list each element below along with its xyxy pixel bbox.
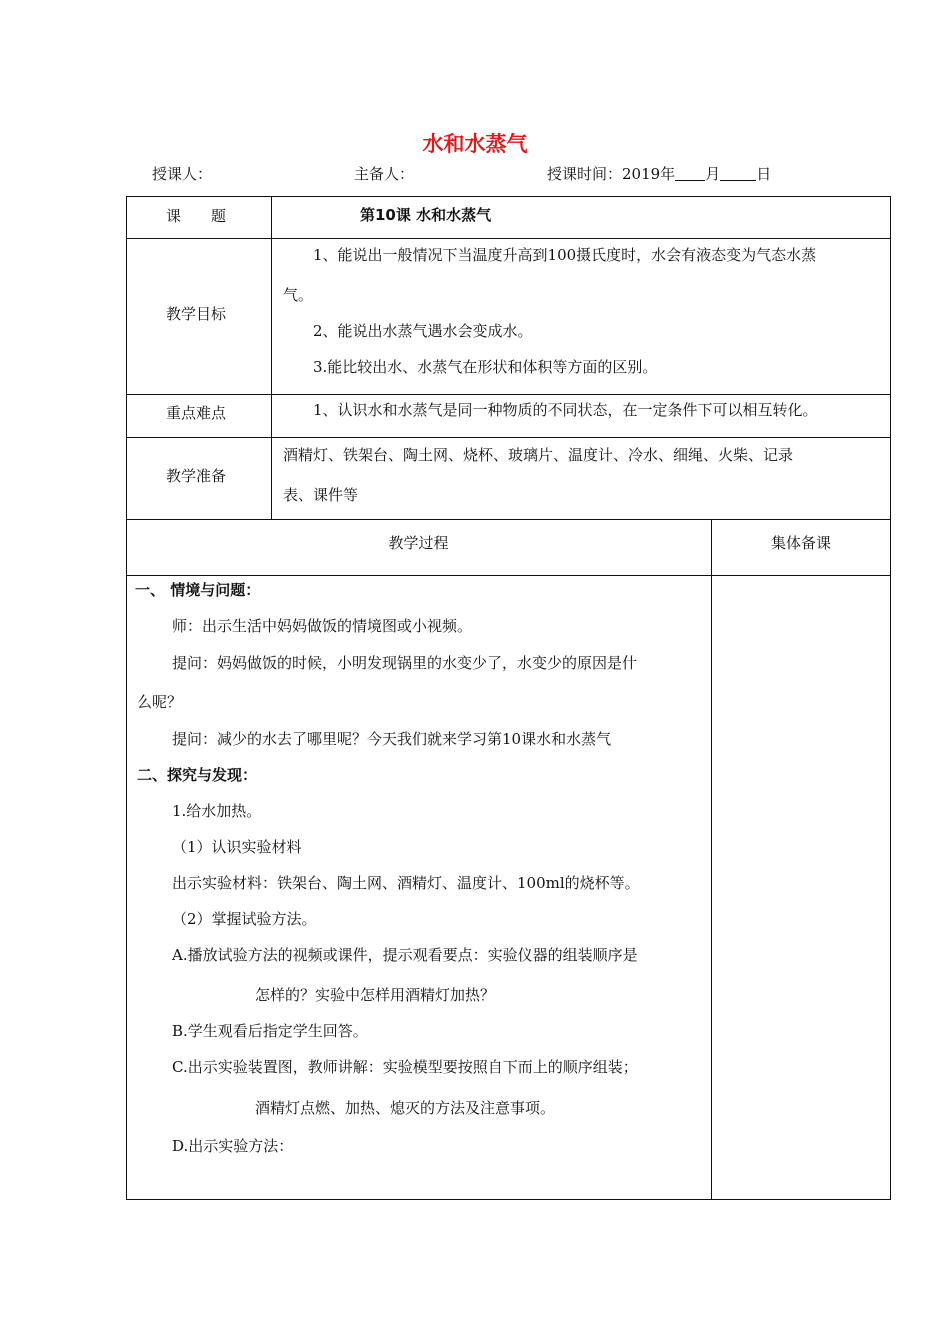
goal-line-2: 气。 — [283, 286, 314, 304]
process-header-divider — [126, 575, 891, 576]
process-line: C.出示实验装置图，教师讲解：实验模型要按照自下而上的顺序组装； — [172, 1058, 638, 1076]
goal-line-4: 3.能比较出水、水蒸气在形状和体积等方面的区别。 — [313, 358, 658, 376]
row-divider-3 — [126, 437, 891, 438]
preparation-label: 教学准备 — [166, 467, 227, 485]
goals-label: 教学目标 — [166, 305, 227, 323]
process-line: 怎样的？实验中怎样用酒精灯加热？ — [255, 986, 496, 1004]
topic-value: 第10课 水和水蒸气 — [360, 206, 492, 224]
section-2-heading: 二、探究与发现： — [137, 766, 258, 784]
process-line: 提问：减少的水去了哪里呢？今天我们就来学习第10课水和水蒸气 — [172, 730, 612, 748]
preparation-line-1: 酒精灯、铁架台、陶土网、烧杯、玻璃片、温度计、冷水、细绳、火柴、记录 — [283, 446, 794, 464]
process-line: A.播放试验方法的视频或课件，提示观看要点：实验仪器的组装顺序是 — [172, 946, 638, 964]
process-line: （2）掌握试验方法。 — [172, 910, 317, 928]
preparer-label: 主备人： — [354, 165, 415, 183]
collective-header: 集体备课 — [770, 534, 831, 552]
day-blank[interactable] — [720, 165, 756, 181]
process-column-divider — [711, 519, 712, 1200]
preparation-line-2: 表、课件等 — [283, 486, 359, 504]
row-divider-1 — [126, 238, 891, 239]
topic-label: 课 题 — [166, 207, 227, 225]
info-column-divider — [271, 196, 272, 520]
goal-line-1: 1、能说出一般情况下当温度升高到100摄氏度时，水会有液态变为气态水蒸 — [313, 246, 817, 264]
process-header: 教学过程 — [388, 534, 449, 552]
process-line: D.出示实验方法： — [172, 1137, 294, 1155]
process-line: 么呢？ — [137, 693, 183, 711]
row-divider-2 — [126, 394, 891, 395]
process-line: （1）认识实验材料 — [172, 838, 302, 856]
day-label: 日 — [756, 165, 772, 183]
process-line: 师：出示生活中妈妈做饭的情境图或小视频。 — [172, 617, 473, 635]
month-label: 月 — [705, 165, 721, 183]
teacher-label: 授课人： — [152, 165, 213, 183]
key-points-label: 重点难点 — [166, 404, 227, 422]
goal-line-3: 2、能说出水蒸气遇水会变成水。 — [313, 322, 533, 340]
process-line: 1.给水加热。 — [172, 802, 262, 820]
section-1-heading: 一、 情境与问题： — [135, 581, 261, 599]
month-blank[interactable] — [675, 165, 705, 181]
process-line: 酒精灯点燃、加热、熄灭的方法及注意事项。 — [255, 1099, 556, 1117]
lesson-time-prefix: 授课时间：2019年 — [547, 165, 676, 183]
process-line: 提问：妈妈做饭的时候，小明发现锅里的水变少了，水变少的原因是什 — [172, 654, 638, 672]
process-line: 出示实验材料：铁架台、陶土网、酒精灯、温度计、100ml的烧杯等。 — [172, 874, 640, 892]
key-points-value: 1、认识水和水蒸气是同一种物质的不同状态，在一定条件下可以相互转化。 — [313, 401, 818, 419]
process-line: B.学生观看后指定学生回答。 — [172, 1022, 368, 1040]
document-title: 水和水蒸气 — [422, 132, 528, 156]
lesson-time — [547, 163, 771, 184]
